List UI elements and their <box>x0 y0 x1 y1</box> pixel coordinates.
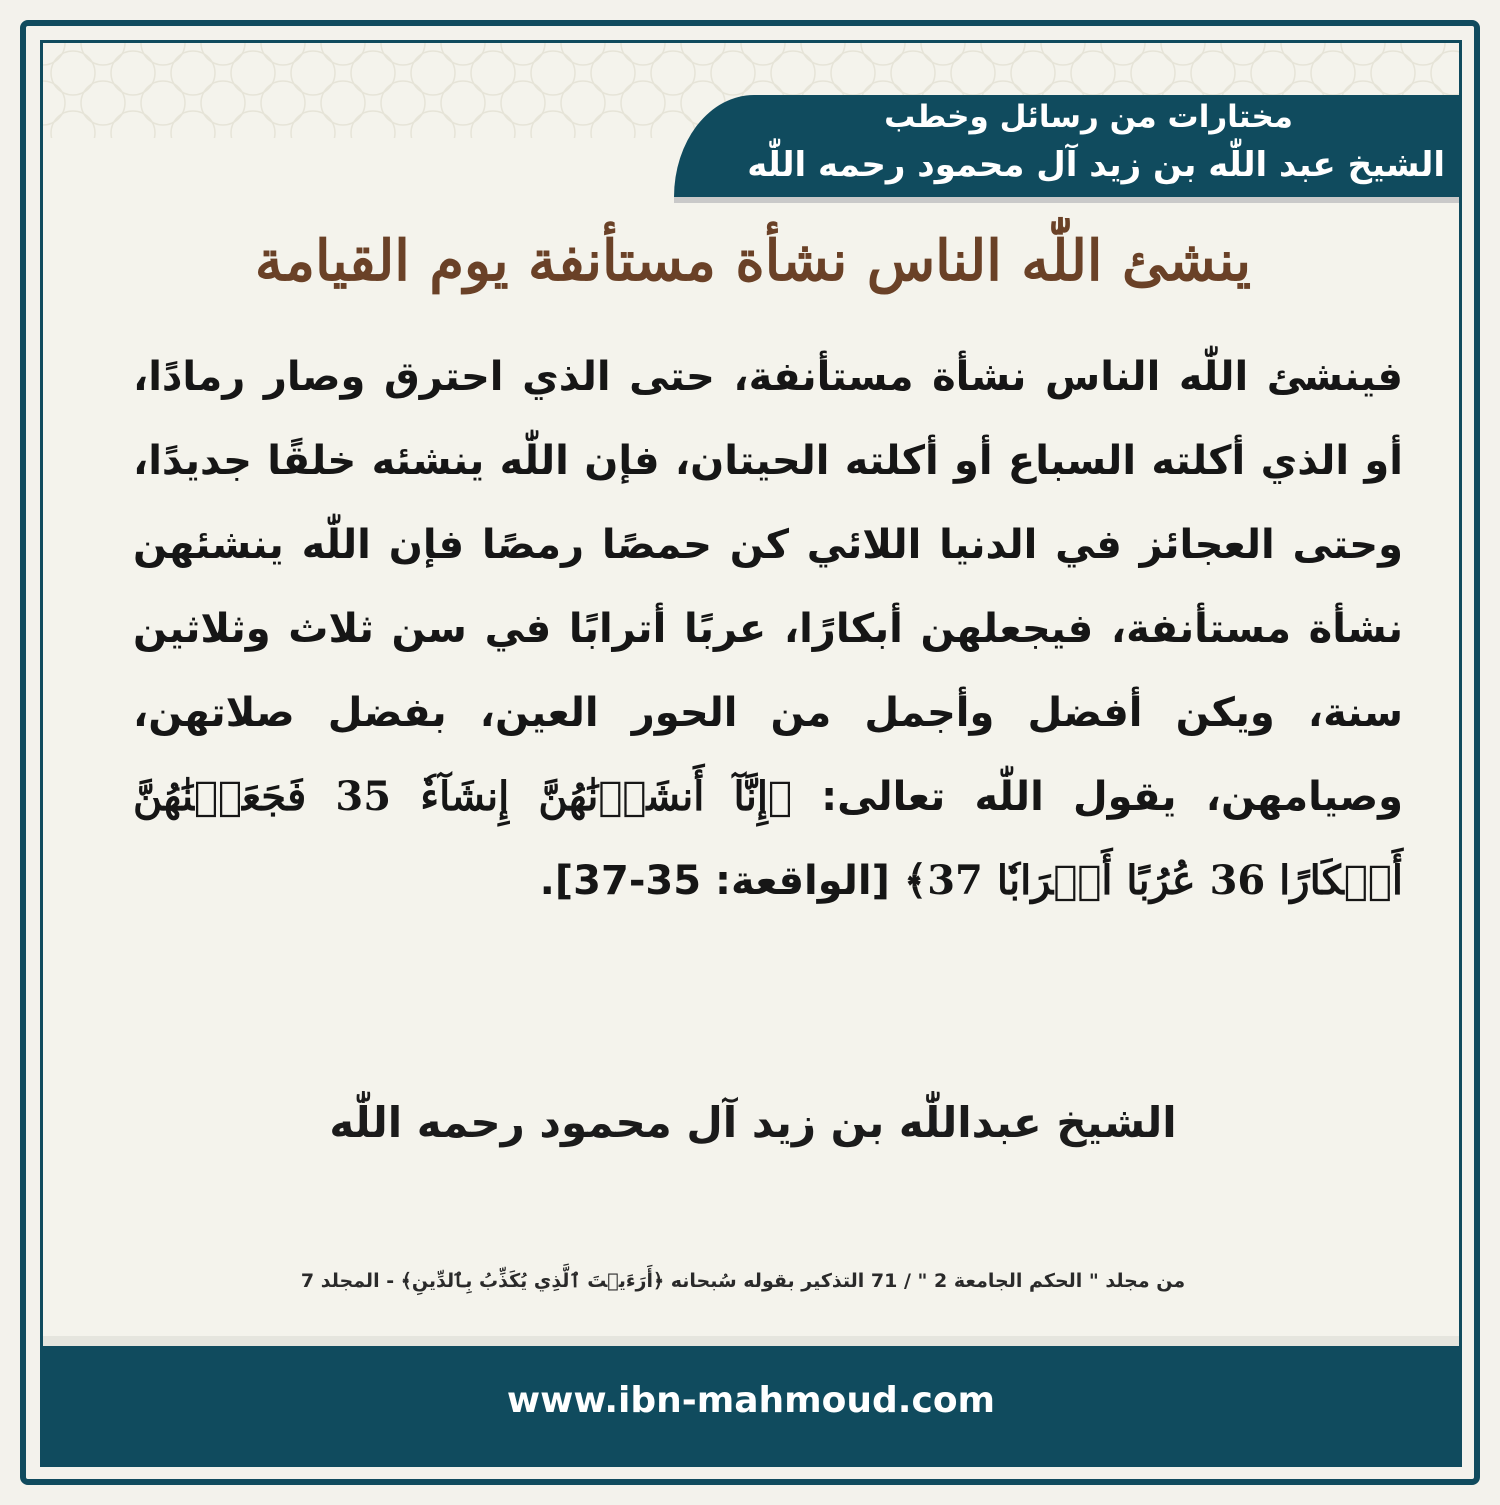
card <box>40 40 1462 1467</box>
verse-reference: [الواقعة: 35-37]. <box>539 858 904 904</box>
body-text: فينشئ اللّٰه الناس نشأة مستأنفة، حتى الذي احترق وصار رمادًا، أو الذي أكلته السباع أو أكلته الحيتان، فإن اللّٰه ينشئه خلقًا جديدًا، وحتى العجائز في الدنيا اللائي كن حمصًا رمصًا فإن اللّٰه ينشئهن نشأة مستأنفة، فيجعلهن أبكارًا، عربًا أترابًا في سن ثلاث وثلاثين سنة، ويكن أفضل وأجمل من الحور العين، بفضل صلاتهن، وصيامهن، يقول اللّٰه تعالى: <box>133 354 1403 820</box>
page-title: ينشئ اللّٰه الناس نشأة مستأنفة يوم القيامة <box>254 228 1252 294</box>
signature: الشيخ عبداللّٰه بن زيد آل محمود رحمه اللّٰه <box>329 1098 1177 1147</box>
website-link[interactable]: www.ibn-mahmoud.com <box>506 1380 996 1421</box>
header-subtitle: مختارات من رسائل وخطب <box>884 99 1293 135</box>
footer-banner <box>43 1346 1459 1464</box>
quran-verse: ﴿إِنَّآ أَنشَأۡنَٰهُنَّ إِنشَآءٗ 35 فَجَعَلۡنَٰهُنَّ أَبۡكَارًا 36 عُرُبًا أَتۡرَابٗا 37﴾ <box>133 773 1403 904</box>
header-author: الشيخ عبد اللّٰه بن زيد آل محمود رحمه اللّٰه <box>747 145 1445 185</box>
body-paragraph <box>133 335 1403 923</box>
outer-frame <box>20 20 1480 1485</box>
header-banner <box>674 95 1459 203</box>
source-citation: من مجلد " الحكم الجامعة 2 " / 71 التذكير بقوله سُبحانه ﴿أَرَءَيۡتَ ٱلَّذِي يُكَذِّبُ بِٱلدِّينِ﴾ - المجلد 7 <box>300 1270 1186 1292</box>
